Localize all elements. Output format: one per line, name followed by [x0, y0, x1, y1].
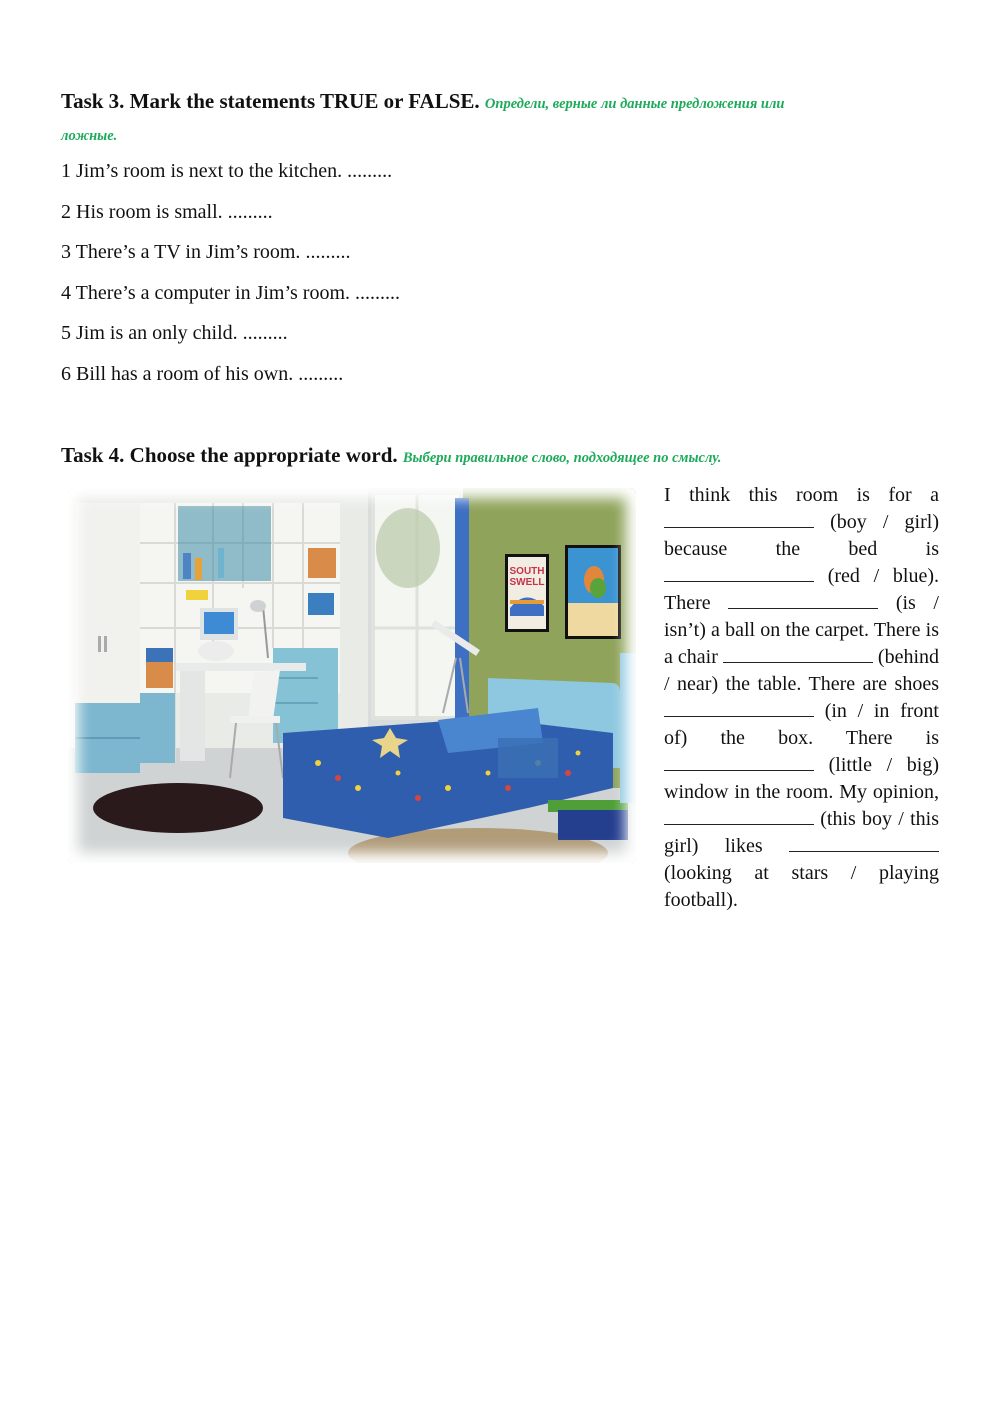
task4-title: Task 4. Choose the appropriate word. [61, 443, 398, 467]
passage-text: (in / in front of) the box. There is [664, 700, 939, 749]
statement-item [61, 197, 400, 238]
answer-blank[interactable] [728, 591, 878, 609]
passage-text: (boy / girl) because the bed is [664, 511, 939, 560]
statement-text: His room is small. [76, 200, 223, 223]
statement-number: 2 [61, 200, 71, 223]
statement-number: 6 [61, 362, 71, 385]
svg-text:SOUTH: SOUTH [509, 566, 545, 577]
answer-blank[interactable] [723, 645, 873, 663]
statement-item [61, 359, 400, 400]
passage-text: (behind / near) the table. There are shoes [664, 646, 939, 695]
statement-text: Jim is an only child. [76, 322, 238, 345]
task4-heading [61, 443, 721, 468]
statement-number: 1 [61, 160, 71, 182]
statement-text: There’s a TV in Jim’s room. [75, 241, 301, 264]
task3-heading [61, 89, 785, 114]
statement-text: There’s a computer in Jim’s room. [75, 281, 351, 304]
task4-passage [664, 482, 939, 914]
statement-item [61, 278, 400, 319]
answer-blank[interactable] [664, 699, 814, 717]
passage-text: (is / isn’t) a ball on the carpet. There is a chair [664, 592, 939, 668]
passage-text: (red / blue). There [664, 565, 939, 614]
answer-blank[interactable] [664, 510, 814, 528]
answer-blank[interactable]: ......... [298, 362, 344, 385]
answer-blank[interactable] [664, 564, 814, 582]
answer-blank[interactable]: ......... [227, 200, 273, 223]
answer-blank[interactable]: ......... [305, 241, 351, 264]
passage-text: (this boy / this girl) likes [664, 808, 939, 857]
answer-blank[interactable]: ......... [347, 160, 393, 182]
statement-item [61, 156, 400, 197]
task3-title: Task 3. Mark the statements TRUE or FALSE. [61, 89, 480, 113]
answer-blank[interactable]: ......... [242, 322, 288, 345]
answer-blank[interactable]: ......... [355, 281, 401, 304]
passage-text: I think this room is for a [664, 484, 939, 506]
answer-blank[interactable] [664, 807, 814, 825]
statement-item [61, 237, 400, 278]
passage-text: (little / big) window in the room. My opinion, [664, 754, 939, 803]
task3-statement-list [61, 156, 400, 400]
statement-number: 3 [61, 241, 71, 264]
bedroom-illustration [68, 488, 636, 863]
task3-instruction-ru-continued: ложные. [61, 128, 118, 144]
statement-text: Jim’s room is next to the kitchen. [76, 160, 343, 182]
answer-blank[interactable] [664, 753, 814, 771]
bedroom-photo [68, 488, 636, 863]
task4-instruction-ru: Выбери правильное слово, подходящее по смыслу. [402, 450, 722, 466]
statement-text: Bill has a room of his own. [76, 362, 294, 385]
statement-number: 4 [61, 281, 71, 304]
task3-instruction-ru: Определи, верные ли данные предложения или [484, 96, 785, 112]
statement-number: 5 [61, 322, 71, 345]
svg-text:SWELL: SWELL [509, 577, 545, 588]
answer-blank[interactable] [789, 834, 939, 852]
statement-item [61, 318, 400, 359]
passage-text: (looking at stars / playing football). [664, 862, 939, 911]
